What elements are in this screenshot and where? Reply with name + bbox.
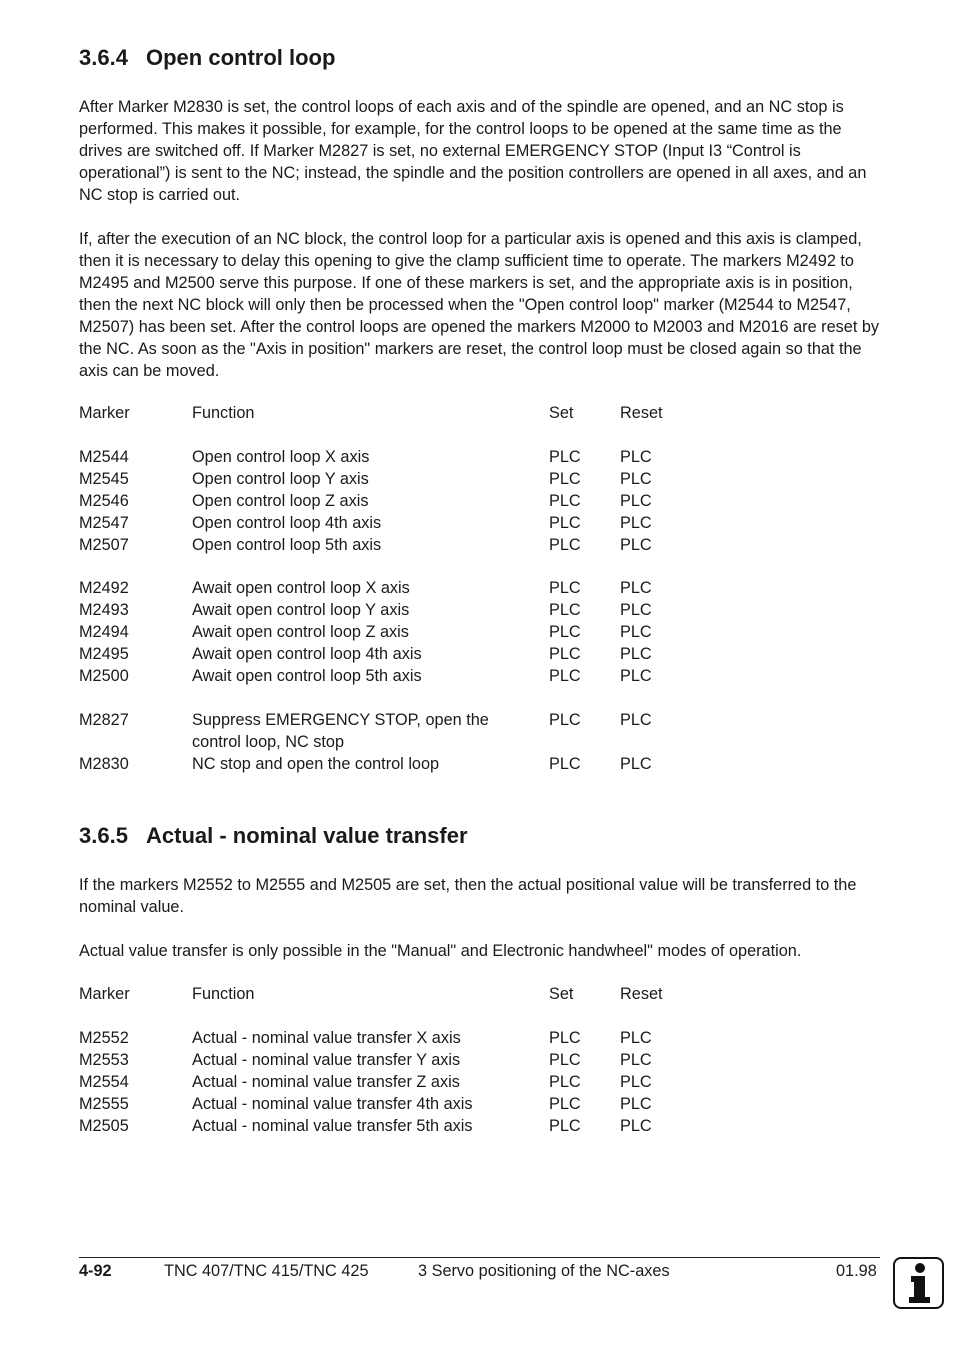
marker-cell: M2494 xyxy=(79,623,129,642)
table-row xyxy=(79,644,882,666)
reset-cell: PLC xyxy=(620,667,652,686)
section-heading-3-6-5 xyxy=(79,823,468,849)
reset-cell: PLC xyxy=(620,1028,652,1047)
marker-cell: M2493 xyxy=(79,601,129,620)
function-cell: Actual - nominal value transfer 4th axis xyxy=(192,1094,473,1113)
reset-cell: PLC xyxy=(620,1050,652,1069)
column-header: Reset xyxy=(620,404,663,422)
marker-cell: M2547 xyxy=(79,513,129,532)
set-cell: PLC xyxy=(549,447,581,466)
section-number: 3.6.4 xyxy=(79,45,128,70)
function-cell: Await open control loop X axis xyxy=(192,579,410,598)
paragraph: After Marker M2830 is set, the control loops of each axis and of the spindle are opened, and an NC stop is performed. This makes it possible, for example, for the control loops to be opened at the same time as the drives are switched off. If Marker M2827 is set, no external EMERGENCY STOP (Input I3 “Control is operational”) is sent to the NC; instead, the spindle and the position controllers are opened in all axes, and an NC stop is carried out. xyxy=(79,98,867,204)
set-cell: PLC xyxy=(549,623,581,642)
function-cell: Await open control loop 5th axis xyxy=(192,667,422,686)
table-row xyxy=(79,710,882,732)
function-cell: Await open control loop 4th axis xyxy=(192,645,422,664)
set-cell: PLC xyxy=(549,645,581,664)
reset-cell: PLC xyxy=(620,1094,652,1113)
reset-cell: PLC xyxy=(620,579,652,598)
info-icon xyxy=(893,1257,944,1309)
function-cell: Open control loop Y axis xyxy=(192,469,369,488)
function-cell: Open control loop 4th axis xyxy=(192,513,382,532)
set-cell: PLC xyxy=(549,601,581,620)
marker-cell: M2505 xyxy=(79,1116,129,1135)
function-cell: Open control loop X axis xyxy=(192,447,370,466)
set-cell: PLC xyxy=(549,754,581,773)
reset-cell: PLC xyxy=(620,535,652,554)
marker-cell: M2553 xyxy=(79,1050,129,1069)
paragraph: If the markers M2552 to M2555 and M2505 are set, then the actual positional value will be transferred to the nominal value. xyxy=(79,876,857,916)
marker-table xyxy=(79,403,882,776)
paragraph: Actual value transfer is only possible in the "Manual" and Electronic handwheel" modes of operation. xyxy=(79,942,802,960)
section-title: Actual - nominal value transfer xyxy=(146,823,468,848)
column-header: Set xyxy=(549,985,574,1003)
marker-cell: M2545 xyxy=(79,469,129,488)
row-spacer xyxy=(79,1006,882,1028)
function-cell: Actual - nominal value transfer 5th axis xyxy=(192,1116,473,1135)
reset-cell: PLC xyxy=(620,469,652,488)
reset-cell: PLC xyxy=(620,491,652,510)
reset-cell: PLC xyxy=(620,623,652,642)
row-spacer xyxy=(79,688,882,710)
reset-cell: PLC xyxy=(620,645,652,664)
marker-cell: M2495 xyxy=(79,645,129,664)
set-cell: PLC xyxy=(549,469,581,488)
function-cell: Actual - nominal value transfer Y axis xyxy=(192,1050,461,1069)
section-title: Open control loop xyxy=(146,45,336,70)
column-header: Function xyxy=(192,985,255,1003)
table-row xyxy=(79,1050,882,1072)
table-row xyxy=(79,447,882,469)
set-cell: PLC xyxy=(549,513,581,532)
footer-rule xyxy=(79,1257,880,1258)
table-row xyxy=(79,1094,882,1116)
table-row xyxy=(79,600,882,622)
table-row xyxy=(79,578,882,600)
table-row xyxy=(79,1072,882,1094)
column-header: Marker xyxy=(79,404,130,422)
marker-cell: M2554 xyxy=(79,1072,129,1091)
table-header-row xyxy=(79,984,882,1006)
marker-cell xyxy=(79,732,192,754)
reset-cell: PLC xyxy=(620,710,652,729)
row-spacer xyxy=(79,556,882,578)
function-cell: Open control loop Z axis xyxy=(192,491,369,510)
table-row xyxy=(79,622,882,644)
function-cell: Await open control loop Z axis xyxy=(192,623,409,642)
footer-chapter: 3 Servo positioning of the NC-axes xyxy=(418,1262,670,1280)
table-row xyxy=(79,513,882,535)
function-cell: Open control loop 5th axis xyxy=(192,535,382,554)
set-cell: PLC xyxy=(549,491,581,510)
marker-cell: M2546 xyxy=(79,491,129,510)
table-row xyxy=(79,732,882,754)
column-header: Reset xyxy=(620,985,663,1003)
paragraph: If, after the execution of an NC block, the control loop for a particular axis is opened and this axis is clamped, then it is necessary to delay this opening to give the clamp sufficient time to operate. The markers M2492 to M2495 and M2500 serve this purpose. If one of these markers is set, and the appropriate axis is in position, then the next NC block will only then be processed when the "Open control loop" marker (M2544 to M2547, M2507) has been set. After the control loops are opened the markers M2000 to M2003 and M2016 are reset by the NC. As soon as the "Axis in position" markers are reset, the control loop must be closed again so that the axis can be moved. xyxy=(79,230,880,380)
set-cell: PLC xyxy=(549,710,581,729)
set-cell: PLC xyxy=(549,1028,581,1047)
info-glyph xyxy=(895,1259,942,1307)
table-row xyxy=(79,491,882,513)
set-cell: PLC xyxy=(549,1050,581,1069)
marker-cell: M2827 xyxy=(79,710,129,729)
table-header-row xyxy=(79,403,882,425)
table-row xyxy=(79,754,882,776)
marker-cell: M2492 xyxy=(79,579,129,598)
marker-cell: M2552 xyxy=(79,1028,129,1047)
function-cell: control loop, NC stop xyxy=(192,732,345,751)
marker-table xyxy=(79,984,882,1137)
function-cell: Await open control loop Y axis xyxy=(192,601,410,620)
column-header: Function xyxy=(192,404,255,422)
table-row xyxy=(79,469,882,491)
function-cell: Suppress EMERGENCY STOP, open the xyxy=(192,710,489,729)
marker-cell: M2507 xyxy=(79,535,129,554)
set-cell xyxy=(549,732,620,754)
footer-date: 01.98 xyxy=(836,1262,877,1280)
function-cell: Actual - nominal value transfer Z axis xyxy=(192,1072,460,1091)
column-header: Marker xyxy=(79,985,130,1003)
marker-cell: M2830 xyxy=(79,754,129,773)
footer-model: TNC 407/TNC 415/TNC 425 xyxy=(164,1262,369,1280)
table-row xyxy=(79,1028,882,1050)
section-heading-3-6-4 xyxy=(79,45,335,71)
reset-cell: PLC xyxy=(620,601,652,620)
marker-cell: M2555 xyxy=(79,1094,129,1113)
reset-cell: PLC xyxy=(620,1116,652,1135)
marker-cell: M2544 xyxy=(79,447,129,466)
section-number: 3.6.5 xyxy=(79,823,128,848)
row-spacer xyxy=(79,425,882,447)
reset-cell: PLC xyxy=(620,1072,652,1091)
set-cell: PLC xyxy=(549,1072,581,1091)
function-cell: NC stop and open the control loop xyxy=(192,754,440,773)
set-cell: PLC xyxy=(549,1094,581,1113)
reset-cell: PLC xyxy=(620,513,652,532)
set-cell: PLC xyxy=(549,1116,581,1135)
table-row xyxy=(79,666,882,688)
table-row xyxy=(79,1116,882,1138)
set-cell: PLC xyxy=(549,667,581,686)
set-cell: PLC xyxy=(549,535,581,554)
column-header: Set xyxy=(549,404,574,422)
marker-cell: M2500 xyxy=(79,667,129,686)
set-cell: PLC xyxy=(549,579,581,598)
reset-cell: PLC xyxy=(620,447,652,466)
footer-page-number: 4-92 xyxy=(79,1262,112,1280)
function-cell: Actual - nominal value transfer X axis xyxy=(192,1028,461,1047)
table-row xyxy=(79,535,882,557)
reset-cell: PLC xyxy=(620,754,652,773)
